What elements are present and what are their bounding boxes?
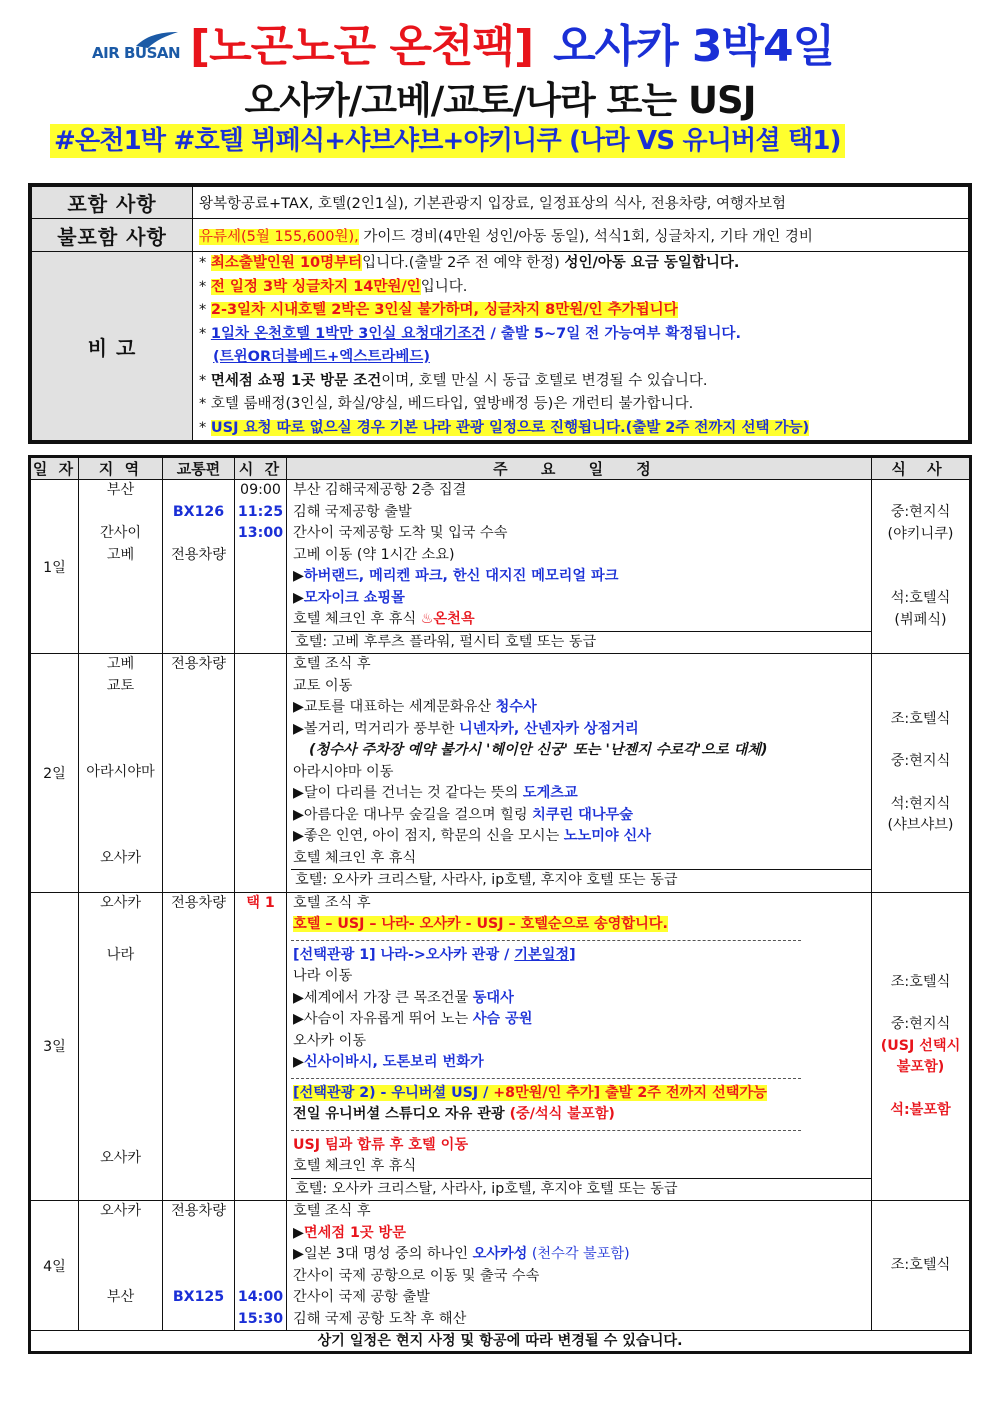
schedule-table [28,455,972,1354]
day-3-places: 오사카 나라 오사카 [79,892,163,1201]
day-2-times [235,654,287,893]
triangle-right-icon: ▶ [293,568,304,584]
day-3-transport: 전용차량 [163,892,235,1201]
note-item: * USJ 요청 따로 없으실 경우 기본 나라 관광 일정으로 진행됩니다.(출발 2주 전까지 선택 가능) [199,419,810,436]
day-3-meals: 조:호텔식 중:현지식 (USJ 선택시 불포함) 석:불포함 [872,892,970,1201]
triangle-right-icon: ▶ [293,989,304,1006]
note-item: * 최소출발인원 10명부터입니다.(출발 2주 전 예약 한정) 성인/아동 요금 동일합니다. [199,255,740,271]
day-3-times [235,892,287,1201]
title-destination: 오사카 3박4일 [553,21,835,72]
triangle-right-icon: ▶ [293,828,304,844]
airline-logo [88,30,188,64]
triangle-right-icon: ▶ [293,1246,304,1262]
note-item: * 호텔 룸배정(3인실, 화실/양실, 베드타입, 옆방배정 등)은 개런티 불가합니다. [199,396,694,412]
triangle-right-icon: ▶ [293,589,304,606]
excluded-label: 불포함 사항 [32,219,193,252]
triangle-right-icon: ▶ [293,1011,304,1027]
col-header-time: 시 간 [235,458,287,480]
col-header-itinerary: 주 요 일 정 [287,458,872,480]
col-header-day: 일 자 [31,458,79,480]
page-tagline: #온천1박 #호텔 뷔페식+샤브샤브+야키니쿠 (나라 VS 유니버셜 택1) [50,124,845,158]
triangle-right-icon: ▶ [293,806,304,823]
table-row [31,1201,970,1331]
note-item: * 2-3일차 시내호텔 2박은 3인실 불가하며, 싱글차지 8만원/인 추가됩니다 [199,302,678,318]
triangle-right-icon: ▶ [293,1224,304,1241]
page-subtitle: 오사카/고베/교토/나라 또는 USJ [244,79,756,122]
triangle-right-icon: ▶ [293,720,304,737]
day-2-hotel: 호텔: 오사카 크리스탈, 사라사, ip호텔, 후지야 호텔 또는 동급 [291,869,871,892]
day-3-itinerary: 호텔 조식 후 호텔 – USJ – 나라- 오사카 - USJ – 호텔순으로 송영합니다. [선택관광 1] 나라->오사카 관광 / 기본일정] 나라 이동 ▶세계에서 가장 큰 목조건물 동대사 ▶사슴이 자유롭게 뛰어 노는 사슴 공원 오사카 이동 ▶신사이바시, 도톤보리 번화가 [선택관광 2) - 우니버셜 USJ / +8만원/인 추가] 출발 2주 전까지 선택가능 전일 유니버셜 스튜디오 자유 관광 (중/석식 불포함) USJ 팀과 합류 후 호텔 이동 호텔 체크인 후 휴식 호텔: 오사카 크리스탈, 사라사, ip호텔, 후지야 호텔 또는 동급 [287,892,872,1201]
day-1-meals: 중:현지식 (야키니쿠) 석:호텔식 (뷔페식) [872,480,970,654]
col-header-place: 지 역 [79,458,163,480]
day-4-places: 오사카 부산 [79,1201,163,1331]
day-4-meals: 조:호텔식 [872,1201,970,1331]
day-1: 1일 [31,480,79,654]
day-4: 4일 [31,1201,79,1331]
table-row [31,654,970,893]
day-1-places: 부산 간사이 고베 [79,480,163,654]
day-1-hotel: 호텔: 고베 후루츠 플라워, 펄시티 호텔 또는 동급 [291,631,871,654]
triangle-right-icon: ▶ [293,699,304,715]
col-header-meals: 식 사 [872,458,970,480]
choose-one-label: 택 1 [246,894,275,911]
page-title [190,10,834,74]
included-label: 포함 사항 [32,187,193,219]
footer-notice: 상기 일정은 현지 사정 및 항공에 따라 변경될 수 있습니다. [31,1331,970,1352]
info-table [28,183,972,444]
logo-text: AIR BUSAN [92,44,181,62]
notes-list [193,252,969,441]
note-item: (트윈OR더블베드+엑스트라베드) [213,349,430,365]
table-row [31,480,970,654]
day-2-places: 고베 교토 아라시야마 오사카 [79,654,163,893]
note-item: * 전 일정 3박 싱글차지 14만원/인입니다. [199,278,468,295]
triangle-right-icon: ▶ [293,785,304,801]
excluded-text: 유류세(5월 155,600원), 가이드 경비(4만원 성인/아동 동일), 석식1회, 싱글차지, 기타 개인 경비 [193,219,969,252]
day-2-itinerary: 호텔 조식 후 교토 이동 ▶교토를 대표하는 세계문화유산 청수사 ▶볼거리, 먹거리가 풍부한 니넨자카, 산넨자카 상점거리 (청수사 주차장 예약 불가시 '헤이안 신궁' 또는 '난젠지 수로각'으로 대체) 아라시야마 이동 ▶달이 다리를 건너는 것 같다는 뜻의 도게츠교 ▶아름다운 대나무 숲길을 걸으며 힐링 치쿠린 대나무숲 ▶좋은 인연, 아이 점지, 학문의 신을 모시는 노노미야 신사 호텔 체크인 후 휴식 호텔: 오사카 크리스탈, 사라사, ip호텔, 후지야 호텔 또는 동급 [287,654,872,893]
hot-spring-label: ♨온천욕 [420,611,475,627]
day-2-transport: 전용차량 [163,654,235,893]
day-3: 3일 [31,892,79,1201]
day-4-transport: 전용차량 BX125 [163,1201,235,1331]
notes-label: 비 고 [32,252,193,441]
table-row [31,892,970,1201]
day-2-meals: 조:호텔식 중:현지식 석:현지식 (샤브샤브) [872,654,970,893]
day-3-hotel: 호텔: 오사카 크리스탈, 사라사, ip호텔, 후지야 호텔 또는 동급 [291,1178,871,1201]
day-4-times: 14:00 15:30 [235,1201,287,1331]
fuel-surcharge: 유류세(5월 155,600원), [199,228,359,245]
note-item: * 1일차 온천호텔 1박만 3인실 요청대기조건 / 출발 5~7일 전 가능여부 확정됩니다. [199,325,741,342]
day-2: 2일 [31,654,79,893]
day-1-transport: BX126 전용차량 [163,480,235,654]
col-header-transport: 교통편 [163,458,235,480]
day-4-itinerary: 호텔 조식 후 ▶면세점 1곳 방문 ▶일본 3대 명성 중의 하나인 오사카성 (천수각 불포함) 간사이 국제 공항으로 이동 및 출국 수속 간사이 국제 공항 출발 김해 국제 공항 도착 후 해산 [287,1201,872,1331]
day-1-itinerary: 부산 김해국제공항 2층 집결 김해 국제공항 출발 간사이 국제공항 도착 및 입국 수속 고베 이동 (약 1시간 소요) ▶하버랜드, 메리켄 파크, 한신 대지진 메모리얼 파크 ▶모자이크 쇼핑몰 호텔 체크인 후 휴식 ♨온천욕 호텔: 고베 후루츠 플라워, 펄시티 호텔 또는 동급 [287,480,872,654]
triangle-right-icon: ▶ [293,1054,304,1070]
included-text: 왕복항공료+TAX, 호텔(2인1실), 기본관광지 입장료, 일정표상의 식사, 전용차량, 여행자보험 [193,187,969,219]
title-package-name: [노곤노곤 온천팩] [190,21,534,72]
day-1-times: 09:00 11:25 13:00 [235,480,287,654]
note-item: * 면세점 쇼핑 1곳 방문 조건이며, 호텔 만실 시 동급 호텔로 변경될 수 있습니다. [199,372,708,389]
